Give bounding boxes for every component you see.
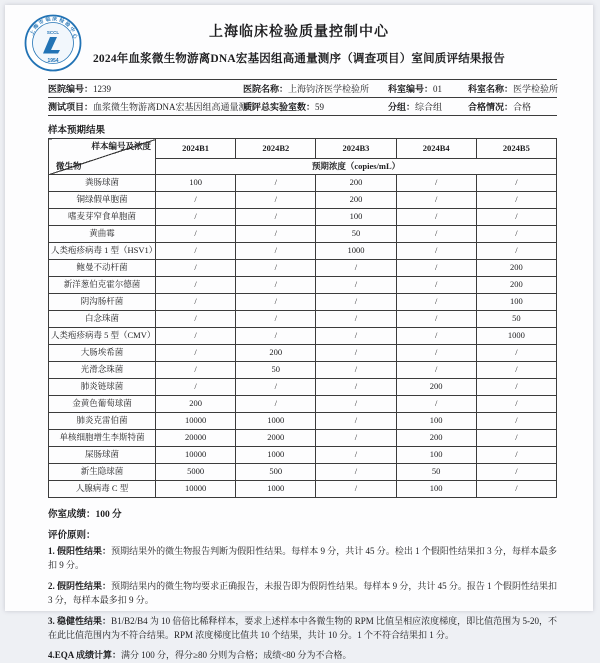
concentration-value: 50 bbox=[476, 311, 556, 328]
concentration-value: / bbox=[316, 379, 396, 396]
concentration-value: / bbox=[316, 430, 396, 447]
concentration-value: 5000 bbox=[156, 464, 236, 481]
concentration-value: / bbox=[156, 209, 236, 226]
concentration-value: / bbox=[476, 192, 556, 209]
microbe-name: 人类疱疹病毒 5 型（CMV） bbox=[49, 328, 156, 345]
concentration-value: 1000 bbox=[236, 447, 316, 464]
concentration-value: / bbox=[316, 481, 396, 498]
concentration-value: / bbox=[236, 294, 316, 311]
concentration-value: / bbox=[476, 209, 556, 226]
concentration-value: / bbox=[476, 362, 556, 379]
concentration-value: / bbox=[316, 464, 396, 481]
table-row bbox=[49, 260, 557, 277]
microbe-name: 阴沟肠杆菌 bbox=[49, 294, 156, 311]
concentration-value: / bbox=[236, 260, 316, 277]
concentration-value: 200 bbox=[396, 379, 476, 396]
concentration-value: / bbox=[396, 294, 476, 311]
corner-label-sample: 样本编号及浓度 bbox=[91, 141, 151, 151]
table-row bbox=[49, 328, 557, 345]
column-header: 2024B5 bbox=[476, 139, 556, 159]
table-header-row bbox=[49, 139, 557, 159]
concentration-value: / bbox=[476, 243, 556, 260]
concentration-value: / bbox=[236, 226, 316, 243]
corner-label-microbe: 微生物 bbox=[56, 160, 82, 171]
concentration-value: / bbox=[316, 396, 396, 413]
table-row bbox=[49, 243, 557, 260]
report-title: 上海临床检验质量控制中心 bbox=[209, 25, 389, 40]
evaluation-principles bbox=[48, 527, 557, 663]
table-row bbox=[49, 277, 557, 294]
expected-results-table bbox=[48, 138, 557, 498]
concentration-value: / bbox=[156, 260, 236, 277]
concentration-value: 200 bbox=[236, 345, 316, 362]
concentration-value: 100 bbox=[396, 413, 476, 430]
concentration-value: / bbox=[316, 294, 396, 311]
report-info-table bbox=[48, 79, 557, 116]
concentration-value: / bbox=[316, 345, 396, 362]
concentration-value: 200 bbox=[476, 277, 556, 294]
concentration-value: / bbox=[156, 311, 236, 328]
concentration-value: 1000 bbox=[236, 413, 316, 430]
concentration-value: / bbox=[476, 481, 556, 498]
concentration-value: / bbox=[236, 243, 316, 260]
concentration-value: / bbox=[476, 447, 556, 464]
concentration-value: / bbox=[396, 243, 476, 260]
concentration-value: 200 bbox=[316, 175, 396, 192]
concentration-value: / bbox=[316, 413, 396, 430]
concentration-value: 1000 bbox=[316, 243, 396, 260]
department-id: 科室编号：01 bbox=[388, 84, 443, 94]
microbe-name: 白念珠菌 bbox=[49, 311, 156, 328]
microbe-name: 鲍曼不动杆菌 bbox=[49, 260, 156, 277]
concentration-value: / bbox=[396, 345, 476, 362]
concentration-value: / bbox=[236, 379, 316, 396]
concentration-value: 200 bbox=[156, 396, 236, 413]
report-header bbox=[5, 5, 593, 66]
concentration-value: / bbox=[236, 192, 316, 209]
concentration-value: / bbox=[476, 464, 556, 481]
concentration-value: / bbox=[316, 362, 396, 379]
principles-title: 评价原则： bbox=[48, 531, 96, 541]
concentration-value: / bbox=[156, 328, 236, 345]
concentration-value: / bbox=[236, 311, 316, 328]
concentration-value: / bbox=[156, 243, 236, 260]
info-row-1 bbox=[48, 80, 557, 97]
table-row bbox=[49, 396, 557, 413]
concentration-value: / bbox=[156, 294, 236, 311]
concentration-value: / bbox=[396, 311, 476, 328]
microbe-name: 新生隐球菌 bbox=[49, 464, 156, 481]
microbe-name: 铜绿假单胞菌 bbox=[49, 192, 156, 209]
expected-results-body bbox=[49, 175, 557, 498]
concentration-value: / bbox=[396, 209, 476, 226]
concentration-value: / bbox=[396, 277, 476, 294]
concentration-value: / bbox=[396, 226, 476, 243]
table-row bbox=[49, 447, 557, 464]
concentration-value: / bbox=[156, 277, 236, 294]
concentration-value: 200 bbox=[476, 260, 556, 277]
hospital-name: 医院名称：上海钧济医学检验所 bbox=[243, 84, 370, 94]
report-page bbox=[5, 5, 593, 661]
principle-item: 3. 稳健性结果：B1/B2/B4 为 10 倍倍比稀释样本，要求上述样本中各微生物的 RPM 比值呈相应浓度梯度，即比值范围为 5-20，不在此比值范围内为不符合结果。RPM 浓度梯度比值共 10 个结果，共计 10 分。1 个不符合结果扣 1 分。 bbox=[48, 615, 557, 640]
microbe-name: 单核细胞增生李斯特菌 bbox=[49, 430, 156, 447]
table-row bbox=[49, 430, 557, 447]
concentration-value: 100 bbox=[316, 209, 396, 226]
concentration-value: / bbox=[236, 175, 316, 192]
column-header: 2024B3 bbox=[316, 139, 396, 159]
table-row bbox=[49, 413, 557, 430]
concentration-value: / bbox=[396, 175, 476, 192]
concentration-value: 100 bbox=[156, 175, 236, 192]
concentration-value: / bbox=[316, 311, 396, 328]
concentration-value: 2000 bbox=[236, 430, 316, 447]
microbe-name: 人类疱疹病毒 1 型（HSV1） bbox=[49, 243, 156, 260]
org-seal-logo bbox=[23, 13, 83, 73]
concentration-value: / bbox=[316, 260, 396, 277]
principle-item: 4.EQA 成绩计算：满分 100 分，得分≥80 分则为合格；成绩<80 分为不合格。 bbox=[48, 650, 352, 661]
column-header: 2024B1 bbox=[156, 139, 236, 159]
table-row bbox=[49, 209, 557, 226]
section-title-expected-results: 样本预期结果 bbox=[48, 126, 106, 136]
hospital-id: 医院编号：1239 bbox=[48, 84, 112, 94]
table-row bbox=[49, 362, 557, 379]
column-header: 2024B4 bbox=[396, 139, 476, 159]
principle-item: 2. 假阴性结果：预期结果内的微生物均要求正确报告，未报告即为假阴性结果。每样本 9 分，共计 45 分。报告 1 个假阴性结果扣 3 分，每样本最多扣 9 分。 bbox=[48, 580, 557, 606]
svg-text:1954: 1954 bbox=[47, 58, 59, 64]
concentration-value: / bbox=[476, 396, 556, 413]
concentration-value: / bbox=[476, 413, 556, 430]
concentration-value: 50 bbox=[396, 464, 476, 481]
concentration-value: 20000 bbox=[156, 430, 236, 447]
concentration-value: 200 bbox=[316, 192, 396, 209]
concentration-value: / bbox=[396, 396, 476, 413]
concentration-value: / bbox=[316, 328, 396, 345]
concentration-value: 10000 bbox=[156, 413, 236, 430]
concentration-value: 100 bbox=[396, 447, 476, 464]
concentration-value: 1000 bbox=[476, 328, 556, 345]
microbe-name: 肺炎链球菌 bbox=[49, 379, 156, 396]
qualification-status: 合格情况：合格 bbox=[468, 102, 532, 112]
info-row-2 bbox=[48, 97, 557, 115]
concentration-value: 100 bbox=[476, 294, 556, 311]
group: 分组：综合组 bbox=[388, 102, 443, 112]
concentration-value: / bbox=[316, 447, 396, 464]
svg-text:上海市临床检验中心: 上海市临床检验中心 bbox=[29, 17, 78, 41]
concentration-value: / bbox=[156, 192, 236, 209]
microbe-name: 人腺病毒 C 型 bbox=[49, 481, 156, 498]
concentration-value: 500 bbox=[236, 464, 316, 481]
table-row bbox=[49, 175, 557, 192]
concentration-value: 200 bbox=[396, 430, 476, 447]
concentration-value: / bbox=[156, 362, 236, 379]
concentration-value: / bbox=[236, 396, 316, 413]
table-row bbox=[49, 192, 557, 209]
concentration-value: 1000 bbox=[236, 481, 316, 498]
concentration-value: / bbox=[476, 175, 556, 192]
test-project: 测试项目：血浆微生物游离DNA宏基因组高通量测序 bbox=[48, 102, 257, 112]
microbe-name: 屎肠球菌 bbox=[49, 447, 156, 464]
concentration-value: / bbox=[156, 226, 236, 243]
concentration-value: / bbox=[396, 328, 476, 345]
concentration-value: / bbox=[236, 277, 316, 294]
table-row bbox=[49, 481, 557, 498]
concentration-value: / bbox=[476, 430, 556, 447]
table-row bbox=[49, 311, 557, 328]
concentration-value: / bbox=[476, 226, 556, 243]
concentration-value: / bbox=[236, 328, 316, 345]
concentration-value: 10000 bbox=[156, 481, 236, 498]
subheader-concentration: 预期浓度（copies/mL） bbox=[156, 159, 557, 175]
concentration-value: / bbox=[396, 362, 476, 379]
table-row bbox=[49, 226, 557, 243]
microbe-name: 新洋葱伯克霍尔德菌 bbox=[49, 277, 156, 294]
concentration-value: / bbox=[396, 192, 476, 209]
seal-icon bbox=[23, 13, 83, 73]
concentration-value: / bbox=[156, 379, 236, 396]
principle-item: 1. 假阳性结果：预期结果外的微生物报告判断为假阳性结果。每样本 9 分，共计 45 分。检出 1 个假阳性结果扣 3 分，每样本最多扣 9 分。 bbox=[48, 546, 557, 571]
lab-score: 你室成绩：100 分 bbox=[48, 510, 122, 520]
concentration-value: / bbox=[316, 277, 396, 294]
concentration-value: / bbox=[476, 345, 556, 362]
microbe-name: 肺炎克雷伯菌 bbox=[49, 413, 156, 430]
microbe-name: 光滑念珠菌 bbox=[49, 362, 156, 379]
microbe-name: 粪肠球菌 bbox=[49, 175, 156, 192]
column-header: 2024B2 bbox=[236, 139, 316, 159]
concentration-value: / bbox=[476, 379, 556, 396]
microbe-name: 嗜麦芽窄食单胞菌 bbox=[49, 209, 156, 226]
department-name: 科室名称：医学检验所 bbox=[468, 84, 559, 94]
microbe-name: 金黄色葡萄球菌 bbox=[49, 396, 156, 413]
table-row bbox=[49, 464, 557, 481]
concentration-value: 50 bbox=[236, 362, 316, 379]
concentration-value: 100 bbox=[396, 481, 476, 498]
report-subtitle: 2024年血浆微生物游离DNA宏基因组高通量测序（调查项目）室间质评结果报告 bbox=[92, 53, 505, 65]
concentration-value: 10000 bbox=[156, 447, 236, 464]
svg-text:SCCL: SCCL bbox=[46, 30, 60, 35]
microbe-name: 大肠埃希菌 bbox=[49, 345, 156, 362]
table-row bbox=[49, 345, 557, 362]
concentration-value: 50 bbox=[316, 226, 396, 243]
table-row bbox=[49, 379, 557, 396]
diagonal-header-cell bbox=[49, 139, 156, 175]
concentration-value: / bbox=[236, 209, 316, 226]
concentration-value: / bbox=[156, 345, 236, 362]
concentration-value: / bbox=[396, 260, 476, 277]
total-labs: 质评总实验室数：59 bbox=[243, 102, 325, 112]
table-row bbox=[49, 294, 557, 311]
microbe-name: 黄曲霉 bbox=[49, 226, 156, 243]
